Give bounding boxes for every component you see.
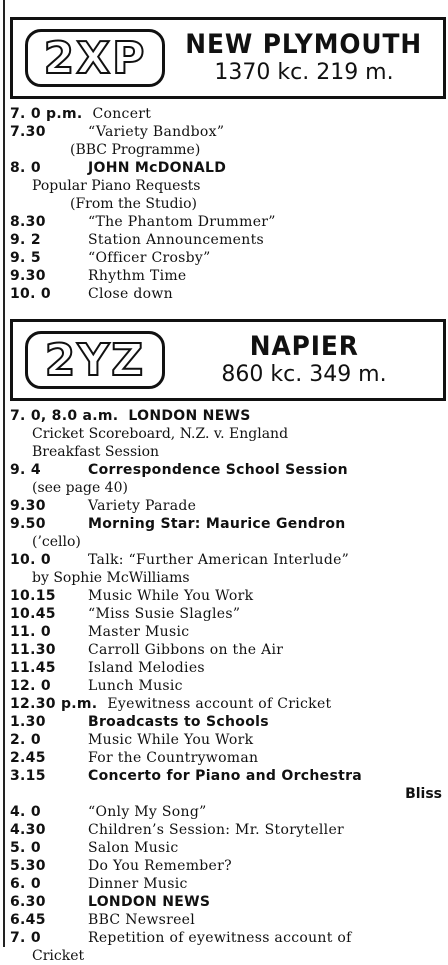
listing-detail: (’cello) bbox=[32, 534, 81, 550]
listing-detail: (From the Studio) bbox=[70, 196, 197, 212]
listing-title: Children’s Session: Mr. Storyteller bbox=[88, 822, 345, 838]
listing-detail: (see page 40) bbox=[32, 480, 128, 496]
listing-title: Morning Star: Maurice Gendron bbox=[88, 516, 346, 532]
station-info bbox=[165, 30, 443, 86]
listing-time: 12. 0 bbox=[10, 678, 51, 694]
listing-time: 10.15 bbox=[10, 588, 56, 604]
station-info bbox=[165, 332, 443, 388]
listing-detail: by Sophie McWilliams bbox=[32, 570, 190, 586]
listing-time: 6. 0 bbox=[10, 876, 41, 892]
listing-row bbox=[10, 641, 446, 659]
listing-time: 5.30 bbox=[10, 858, 46, 874]
listing-row bbox=[10, 749, 446, 767]
listing-row bbox=[10, 677, 446, 695]
listing-time: 9. 2 bbox=[10, 232, 41, 248]
listing-title: Lunch Music bbox=[88, 678, 183, 694]
listing-title: Repetition of eyewitness account of bbox=[88, 930, 352, 946]
listing-row bbox=[10, 767, 446, 785]
listing-row bbox=[10, 285, 446, 303]
listing-row bbox=[10, 461, 446, 479]
listing-time: 10. 0 bbox=[10, 286, 51, 302]
listing-row bbox=[10, 623, 446, 641]
listing-title: Dinner Music bbox=[88, 876, 188, 892]
listing-time: 7. 0, 8.0 a.m. bbox=[10, 408, 119, 424]
listing-title: JOHN McDONALD bbox=[88, 160, 227, 176]
listing-row bbox=[10, 803, 446, 821]
station-banner-2yz bbox=[10, 319, 446, 401]
listing-time: 11.30 bbox=[10, 642, 56, 658]
listing-row bbox=[10, 231, 446, 249]
listing-title: Correspondence School Session bbox=[88, 462, 348, 478]
listing-row bbox=[10, 659, 446, 677]
listing-time: 11.45 bbox=[10, 660, 56, 676]
listing-title: Concert bbox=[92, 106, 152, 122]
listing-time: 6.45 bbox=[10, 912, 46, 928]
listing-title: “Officer Crosby” bbox=[88, 250, 211, 266]
listing-time: 8. 0 bbox=[10, 160, 41, 176]
listing-time: 9. 4 bbox=[10, 462, 41, 478]
listing-title: Close down bbox=[88, 286, 173, 302]
listing-time: 9. 5 bbox=[10, 250, 41, 266]
listing-title: Station Announcements bbox=[88, 232, 264, 248]
listing-detail: Breakfast Session bbox=[32, 444, 160, 460]
listing-title: Variety Parade bbox=[88, 498, 197, 514]
listing-title: Island Melodies bbox=[88, 660, 205, 676]
listing-time: 3.15 bbox=[10, 768, 46, 784]
listing-row bbox=[10, 587, 446, 605]
listing-time: 4. 0 bbox=[10, 804, 41, 820]
listing-time: 10. 0 bbox=[10, 552, 51, 568]
listing-title: For the Countrywoman bbox=[88, 750, 259, 766]
listing-row bbox=[10, 551, 446, 569]
listing-detail: Cricket Scoreboard, N.Z. v. England bbox=[32, 426, 289, 442]
listing-time: 5. 0 bbox=[10, 840, 41, 856]
listing-row bbox=[10, 713, 446, 731]
listing-title: Carroll Gibbons on the Air bbox=[88, 642, 284, 658]
listing-row bbox=[10, 497, 446, 515]
listing-row bbox=[10, 929, 446, 947]
station-frequency: 1370 kc. 219 m. bbox=[214, 60, 394, 85]
column-rule bbox=[3, 0, 5, 947]
listing-row bbox=[10, 213, 446, 231]
listing-title: Music While You Work bbox=[88, 732, 254, 748]
listing-row bbox=[10, 893, 446, 911]
schedule-2yz bbox=[10, 407, 446, 965]
listing-title: Eyewitness account of Cricket bbox=[107, 696, 332, 712]
listing-title: Rhythm Time bbox=[88, 268, 187, 284]
station-name: NAPIER bbox=[249, 331, 359, 362]
listing-time: 7. 0 bbox=[10, 930, 41, 946]
listing-title: “Variety Bandbox” bbox=[88, 124, 225, 140]
listing-row bbox=[10, 105, 446, 123]
listing-title: LONDON NEWS bbox=[128, 408, 251, 424]
listing-composer: Bliss bbox=[405, 786, 442, 802]
listing-title: Talk: “Further American Interlude” bbox=[88, 552, 350, 568]
listing-time: 2. 0 bbox=[10, 732, 41, 748]
listing-time: 11. 0 bbox=[10, 624, 51, 640]
listing-title: Master Music bbox=[88, 624, 190, 640]
station-banner-2xp bbox=[10, 17, 446, 99]
listing-row bbox=[10, 875, 446, 893]
listing-time: 7.30 bbox=[10, 124, 46, 140]
callsign-logo: 2XP bbox=[25, 29, 165, 87]
radio-listings bbox=[10, 0, 446, 965]
listing-detail: Cricket bbox=[32, 948, 85, 964]
listing-row bbox=[10, 695, 446, 713]
listing-row bbox=[10, 857, 446, 875]
listing-title: Music While You Work bbox=[88, 588, 254, 604]
listing-title: BBC Newsreel bbox=[88, 912, 196, 928]
listing-title: Concerto for Piano and Orchestra bbox=[88, 768, 363, 784]
listing-row bbox=[10, 821, 446, 839]
listing-time: 9.50 bbox=[10, 516, 46, 532]
listing-row bbox=[10, 159, 446, 177]
listing-row bbox=[10, 249, 446, 267]
listing-time: 10.45 bbox=[10, 606, 56, 622]
listing-time: 1.30 bbox=[10, 714, 46, 730]
listing-title: “Miss Susie Slagles” bbox=[88, 606, 241, 622]
listing-title: “Only My Song” bbox=[88, 804, 207, 820]
schedule-2xp bbox=[10, 105, 446, 303]
listing-time: 9.30 bbox=[10, 498, 46, 514]
listing-row bbox=[10, 839, 446, 857]
callsign-logo: 2YZ bbox=[25, 331, 165, 389]
listing-row bbox=[10, 123, 446, 141]
listing-title: Broadcasts to Schools bbox=[88, 714, 269, 730]
listing-title: Salon Music bbox=[88, 840, 179, 856]
station-name: NEW PLYMOUTH bbox=[185, 29, 423, 60]
listing-time: 2.45 bbox=[10, 750, 46, 766]
listing-row bbox=[10, 731, 446, 749]
station-frequency: 860 kc. 349 m. bbox=[221, 362, 387, 387]
listing-time: 7. 0 p.m. bbox=[10, 106, 83, 122]
listing-row bbox=[10, 911, 446, 929]
listing-time: 4.30 bbox=[10, 822, 46, 838]
listing-title: “The Phantom Drummer” bbox=[88, 214, 276, 230]
listing-detail: (BBC Programme) bbox=[70, 142, 201, 158]
listing-time: 6.30 bbox=[10, 894, 46, 910]
listing-row bbox=[10, 515, 446, 533]
listing-detail: Popular Piano Requests bbox=[32, 178, 201, 194]
listing-time: 9.30 bbox=[10, 268, 46, 284]
listing-row bbox=[10, 267, 446, 285]
listing-row bbox=[10, 605, 446, 623]
listing-time: 8.30 bbox=[10, 214, 46, 230]
listing-row bbox=[10, 407, 446, 425]
listing-title: Do You Remember? bbox=[88, 858, 232, 874]
listing-title: LONDON NEWS bbox=[88, 894, 211, 910]
listing-time: 12.30 p.m. bbox=[10, 696, 98, 712]
